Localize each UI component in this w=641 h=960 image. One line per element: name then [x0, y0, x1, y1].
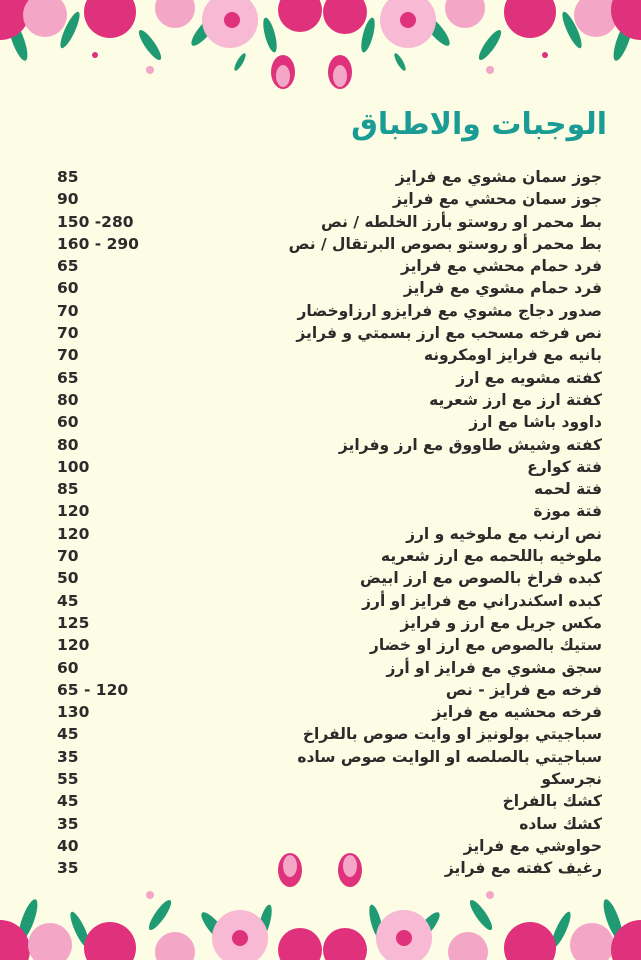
menu-item-name: جوز سمان مشوي مع فرايز	[395, 168, 602, 186]
menu-item	[0, 322, 641, 344]
menu-item-name: فرد حمام محشي مع فرايز	[400, 257, 602, 276]
menu-item-name: بط محمر أو روستو بصوص البرتقال / نص	[288, 234, 602, 253]
menu-item	[0, 277, 641, 299]
menu-item-price: 70	[57, 346, 79, 365]
menu-item-price: 60	[57, 658, 79, 677]
menu-item-name: فرخه مع فرايز - نص	[445, 680, 602, 699]
menu-item-name: حواوشي مع فرايز	[463, 836, 602, 855]
menu-item-price: 35	[57, 859, 79, 878]
menu-item-name: فتة موزة	[533, 502, 602, 521]
menu-item-price: 150 -280	[57, 212, 134, 231]
menu-item-name: كبده اسكندراني مع فرايز او أرز	[362, 591, 602, 610]
menu-item	[0, 344, 641, 366]
menu-item	[0, 211, 641, 233]
menu-item-price: 55	[57, 770, 79, 789]
flower-decoration	[0, 0, 641, 89]
menu-item-name: نجرسكو	[541, 770, 602, 789]
menu-item-name: بانيه مع فرايز اومكرونه	[423, 346, 602, 365]
menu-item-name: كفته مشويه مع ارز	[456, 368, 602, 387]
menu-item-name: كفتة ارز مع ارز شعريه	[429, 390, 602, 409]
menu-item-price: 120	[57, 502, 90, 521]
menu-item	[0, 367, 641, 389]
menu-item	[0, 545, 641, 567]
menu-item-name: فرخه محشيه مع فرايز	[432, 703, 602, 722]
menu-item-price: 60	[57, 279, 79, 298]
menu-item-name: كشك ساده	[519, 814, 602, 833]
menu-item	[0, 456, 641, 478]
menu-item	[0, 701, 641, 723]
menu-item	[0, 500, 641, 522]
menu-item	[0, 300, 641, 322]
menu-item	[0, 233, 641, 255]
flower-decoration	[0, 853, 641, 960]
page-title: الوجبات والاطباق	[351, 107, 607, 142]
menu-item-name: داوود باشا مع ارز	[469, 413, 602, 432]
menu-item-price: 35	[57, 814, 79, 833]
menu-item-name: كشك بالفراخ	[502, 792, 602, 811]
menu-item-price: 35	[57, 747, 79, 766]
menu-item-price: 60	[57, 413, 79, 432]
menu-item	[0, 657, 641, 679]
menu-item-name: سجق مشوي مع فرايز او أرز	[386, 658, 602, 677]
menu-item	[0, 746, 641, 768]
menu-item-price: 70	[57, 547, 79, 566]
menu-item	[0, 723, 641, 745]
menu-item	[0, 523, 641, 545]
menu-item-price: 45	[57, 725, 79, 744]
menu-item-price: 120	[57, 524, 90, 543]
menu-item-name: فتة لحمه	[533, 480, 602, 499]
menu-item-price: 100	[57, 457, 90, 476]
menu-item-price: 50	[57, 569, 79, 588]
menu-item-price: 45	[57, 792, 79, 811]
menu-item	[0, 255, 641, 277]
menu-item-price: 80	[57, 390, 79, 409]
floral-border-bottom	[0, 850, 641, 960]
menu-item-name: سباجيتي بالصلصه او الوايت صوص ساده	[297, 747, 602, 766]
menu-item-name: رغيف كفته مع فرايز	[444, 859, 602, 878]
menu-item	[0, 612, 641, 634]
menu-item	[0, 768, 641, 790]
menu-item-price: 65 - 120	[57, 680, 129, 699]
menu-item-name: بط محمر او روستو بأرز الخلطه / نص	[320, 212, 602, 231]
menu-item-name: ملوخيه باللحمه مع ارز شعريه	[380, 547, 602, 566]
menu-item	[0, 813, 641, 835]
menu-item	[0, 411, 641, 433]
menu-item	[0, 478, 641, 500]
menu-item-price: 120	[57, 636, 90, 655]
menu-item-name: كبده فراخ بالصوص مع ارز ابيض	[360, 569, 602, 588]
menu-item-price: 65	[57, 368, 79, 387]
menu-item-price: 45	[57, 591, 79, 610]
menu-item-price: 70	[57, 324, 79, 343]
menu-item-name: ستيك بالصوص مع ارز او خضار	[369, 636, 602, 655]
menu-item	[0, 679, 641, 701]
menu-item-price: 125	[57, 613, 90, 632]
menu-item-price: 70	[57, 301, 79, 320]
menu-item-price: 85	[57, 168, 79, 186]
menu-item	[0, 567, 641, 589]
menu-item-price: 85	[57, 480, 79, 499]
menu-list	[0, 166, 641, 880]
menu-item	[0, 590, 641, 612]
menu-item-price: 80	[57, 435, 79, 454]
menu-item	[0, 634, 641, 656]
menu-item-name: نص ارنب مع ملوخيه و ارز	[406, 524, 602, 543]
menu-item	[0, 166, 641, 188]
menu-item-name: كفته وشيش طاووق مع ارز وفرايز	[338, 435, 602, 454]
menu-item-price: 65	[57, 257, 79, 276]
menu-item	[0, 188, 641, 210]
menu-item-name: جوز سمان محشي مع فرايز	[392, 190, 602, 209]
menu-item	[0, 434, 641, 456]
menu-item-name: صدور دجاج مشوي مع فرايزو ارزاوخضار	[297, 301, 602, 320]
menu-item-name: نص فرخه مسحب مع ارز بسمتي و فرايز	[296, 324, 602, 343]
menu-item-name: سباجيتي بولونيز او وايت صوص بالفراخ	[302, 725, 602, 744]
menu-item-price: 90	[57, 190, 79, 209]
menu-item	[0, 389, 641, 411]
menu-item-price: 40	[57, 836, 79, 855]
menu-item-name: فتة كوارع	[527, 457, 602, 476]
menu-item-name: مكس جريل مع ارز و فرايز	[400, 613, 602, 632]
menu-item-price: 160 - 290	[57, 234, 139, 253]
menu-item-name: فرد حمام مشوي مع فرايز	[403, 279, 602, 298]
floral-border-top	[0, 0, 641, 100]
menu-item-price: 130	[57, 703, 90, 722]
menu-item	[0, 790, 641, 812]
